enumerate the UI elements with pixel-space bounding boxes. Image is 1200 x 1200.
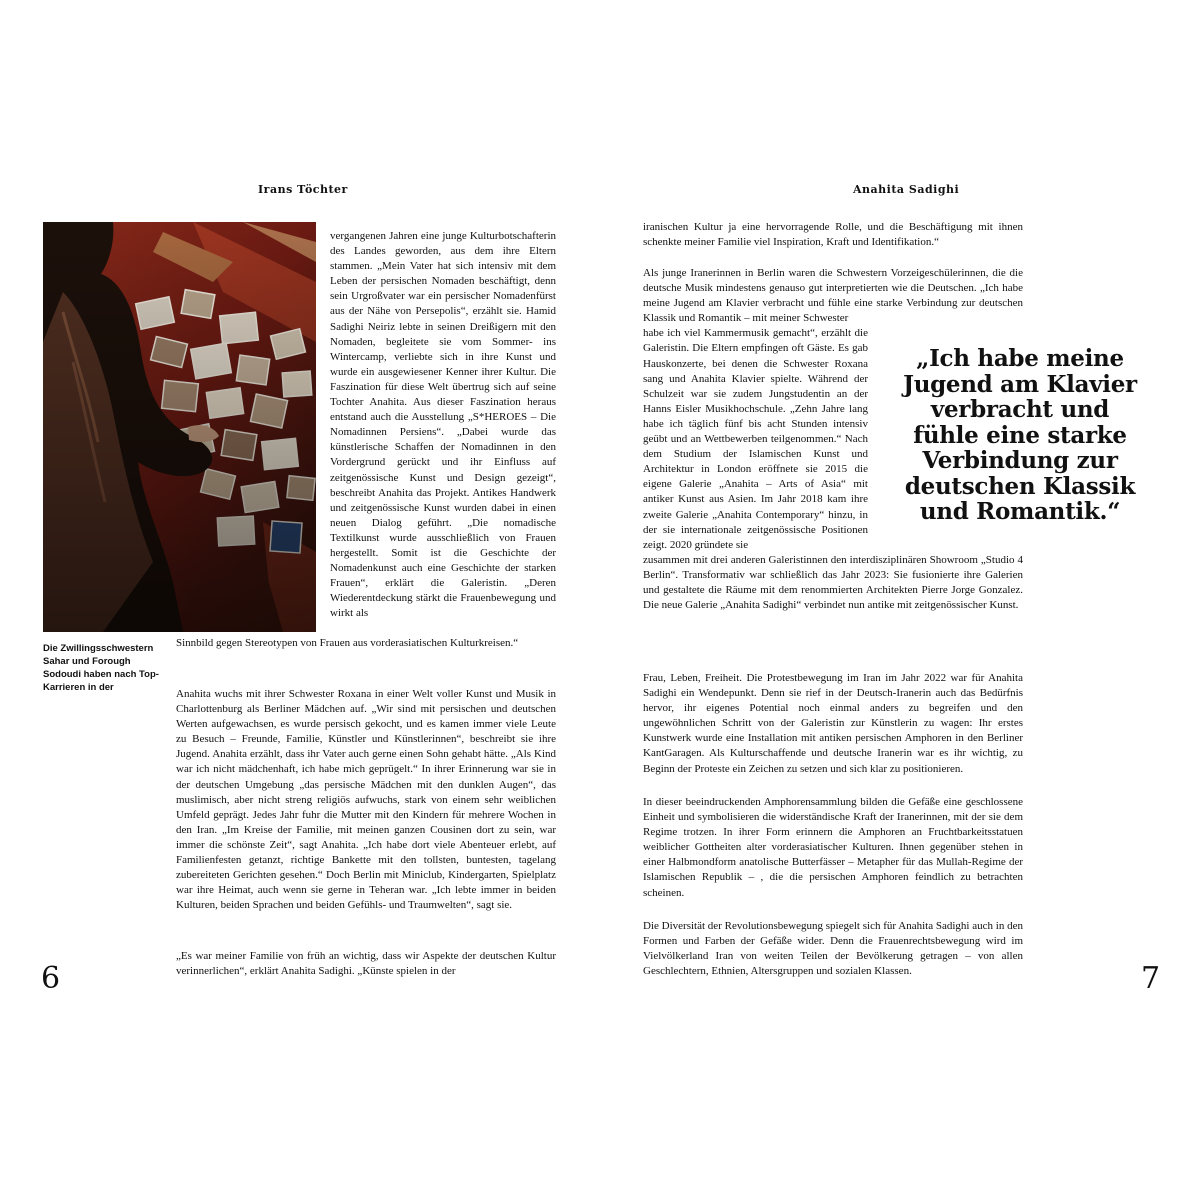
page-number-right: 7 (1141, 961, 1161, 996)
right-paragraph-4: In dieser beeindruckenden Amphorensammlung bilden die Gefäße eine geschlossene Einheit und symbolisieren die widerständische Kraft der Iranerinnen, mit der sie dem Regime trotzen. In ihrer Form erinnern die Amphoren an Fruchtbarkeitsstatuen weiblicher Gottheiten alter vorderasiatischer Kulturen. Ihnen gegenüber stehen in einer Halbmondform anatolische Butterfässer – Metapher für das Mullah-Regime der Islamischen Republik – , die die persischen Amphoren feindlich zu betrachten scheinen. (643, 796, 1023, 899)
running-head-left: Irans Töchter (258, 183, 348, 196)
left-column-top: vergangenen Jahren eine junge Kulturbotschafterin des Landes geworden, aus dem ihre Eltern stammen. „Mein Vater hat sich intensiv mit dem Leben der persischen Nomaden beschäftigt, denn sein Urgroßvater war ein persischer Nomadenfürst aus der Nähe von Persepolis“, erzählt sie. Hamid Sadighi Neiriz lebte in seinen Dreißigern mit den Nomaden, begleitete sie vom Sommer- ins Wintercamp, verliebte sich in ihre Kunst und wurde ein ausgewiesener Kenner ihrer Kultur. Die Faszination für diese Welt übertrug sich auf seine Tochter Anahita. Aus dieser Faszination heraus entstand auch die Ausstellung „S*HEROES – Die Nomadinnen Persiens“. „Dabei wurde das künstlerische Schaffen der Nomadinnen in den Vordergrund gerückt und ihr Einfluss auf zeitgenössische Kunst und Design gezeigt“, beschreibt Anahita das Projekt. Antikes Handwerk und zeitgenössische Kunst wurden dabei in einen neuen Dialog geführt. „Die nomadische Textilkunst wurde ausschließlich von Frauen hergestellt. Somit ist die Geschichte der Nomadenkunst auch eine Geschichte der starken Frauen“, erklärt die Galeristin. „Deren Wiederentdeckung stärkt die Frauenbewegung und wirkt als (330, 230, 556, 620)
right-paragraph-3: Frau, Leben, Freiheit. Die Protestbewegung im Iran im Jahr 2022 war für Anahita Sadighi ein Wendepunkt. Denn sie rief in der Deutsch-Iranerin auch das Bedürfnis hervor, ihr eigenes Potential noch einmal anders zu begreifen und den ungewöhnlichen Schritt von der Galeristin zur Künstlerin zu wagen: Ihr erstes Kunstwerk wurde eine Installation mit antiken persischen Amphoren in den Berliner KantGaragen. Als Kulturschaffende und deutsche Iranerin war es ihr wichtig, zu Beginn der Proteste ein Zeichen zu setzen und sich klar zu positionieren. (643, 672, 1023, 775)
right-paragraph-2-part-c: zusammen mit drei anderen Galeristinnen den interdisziplinären Showroom „Studio 4 Berlin“. Transformativ war schließlich das Jahr 2023: Sie fusionierte ihre Galerien und gestaltete die Räume mit dem renommierten Architekten Pierre Jorge Gonzalez. Die neue Galerie „Anahita Sadighi“ verbindet nun antike mit zeitgenössischer Kunst. (643, 553, 1023, 612)
running-head-right: Anahita Sadighi (853, 183, 960, 196)
right-paragraph-1: iranischen Kultur ja eine hervorragende Rolle, und die Beschäftigung mit ihnen schenkte meiner Familie viel Inspiration, Kraft und Identifikation.“ (643, 221, 1023, 249)
pull-quote: „Ich habe meine Jugend am Klavier verbracht und fühle eine starke Verbindung zur deutschen Klassik und Romantik.“ (903, 345, 1137, 525)
left-paragraph-2: Anahita wuchs mit ihrer Schwester Roxana in einer Welt voller Kunst und Musik in Charlottenburg als Berliner Mädchen auf. „Wir sind mit persischen und deutschen Werten aufgewachsen, es wurde persisch gekocht, und es kamen immer viele Leute zu Besuch – Freunde, Familie, Künstler und Künstlerinnen“, beschreibt sie ihre Jugend. Anahita erzählt, dass ihr Vater auch gerne einen Sohn gehabt hätte. „Als Kind war ich nicht mädchenhaft, ich habe mich geprügelt.“ In ihrer Erinnerung war sie in der deutschen Umgebung „das persische Mädchen mit den dunklen Augen“, das muslimisch, aber nicht streng religiös aufwuchs, stark von einem sehr weiblichen Umfeld geprägt. Jedes Jahr fuhr die Mutter mit den Kindern für mehrere Wochen in den Iran. „Im Kreise der Familie, mit meinen ganzen Cousinen dort zu sein, war immer die schönste Zeit“, sagt Anahita. „Ich habe dort viele Abenteuer erlebt, auf Familienfesten getanzt, richtige Bankette mit den tollsten, buntesten, tagelang zubereiteten Gerichten gesehen.“ Doch Berlin mit Miniclub, Kindergarten, Spielplatz war ihre Heimat, auch wenn sie gerne in Teheran war. „Ich lebte immer in beiden Kulturen, beiden Sprachen und beiden Gefühls- und Traumwelten“, sagt sie. (176, 688, 556, 912)
article-photo (43, 222, 316, 632)
photo-woman-with-photographs-icon (43, 222, 316, 632)
left-column-continued: Sinnbild gegen Stereotypen von Frauen aus vorderasiatischen Kulturkreisen.“ (176, 637, 519, 649)
page-number-left: 6 (41, 961, 61, 996)
right-paragraph-2-part-b: habe ich viel Kammermusik gemacht“, erzählt die Galeristin. Die Eltern empfingen oft Gäste. Es gab Hauskonzerte, bei denen die Schwester Roxana sang und Anahita Klavier spielte. Während der Schulzeit war sie zudem Jungstudentin an der Hanns Eisler Musikhochschule. „Zehn Jahre lang habe ich täglich fünf bis acht Stunden intensiv geübt und an Wettbewerben teilgenommen.“ Nach dem Studium der Islamischen Kunst und Architektur in London eröffnete sie 2015 die eigene Galerie „Anahita – Arts of Asia“ mit antiker Kunst aus Asien. Im Jahr 2018 kam ihre zweite Galerie „Anahita Contemporary“ hinzu, in der sie internationale zeitgenössische Positionen zeigt. 2020 gründete sie (643, 327, 868, 551)
right-paragraph-5: Die Diversität der Revolutionsbewegung spiegelt sich für Anahita Sadighi auch in den Formen und Farben der Gefäße wider. Denn die Frauenrechtsbewegung wird im Vielvölkerland Iran von weiten Teilen der Bevölkerung getragen – von allen Geschlechtern, Ethnien, Altersgruppen und sozialen Klassen. (643, 920, 1023, 978)
left-paragraph-3: „Es war meiner Familie von früh an wichtig, dass wir Aspekte der deutschen Kultur verinnerlichen“, erklärt Anahita Sadighi. „Künste spielen in der (176, 950, 556, 978)
right-paragraph-2-part-a: Als junge Iranerinnen in Berlin waren die Schwestern Vorzeigeschülerinnen, die die deutsche Musik mindestens genauso gut interpretierten wie die Deutschen. „Ich habe meine Jugend am Klavier verbracht und fühle eine starke Verbindung zur deutschen Klassik und Romantik – mit meiner Schwester (643, 267, 1023, 325)
photo-caption: Die Zwillingsschwestern Sahar und Forough Sodoudi haben nach Top-Karrieren in der (43, 643, 159, 693)
